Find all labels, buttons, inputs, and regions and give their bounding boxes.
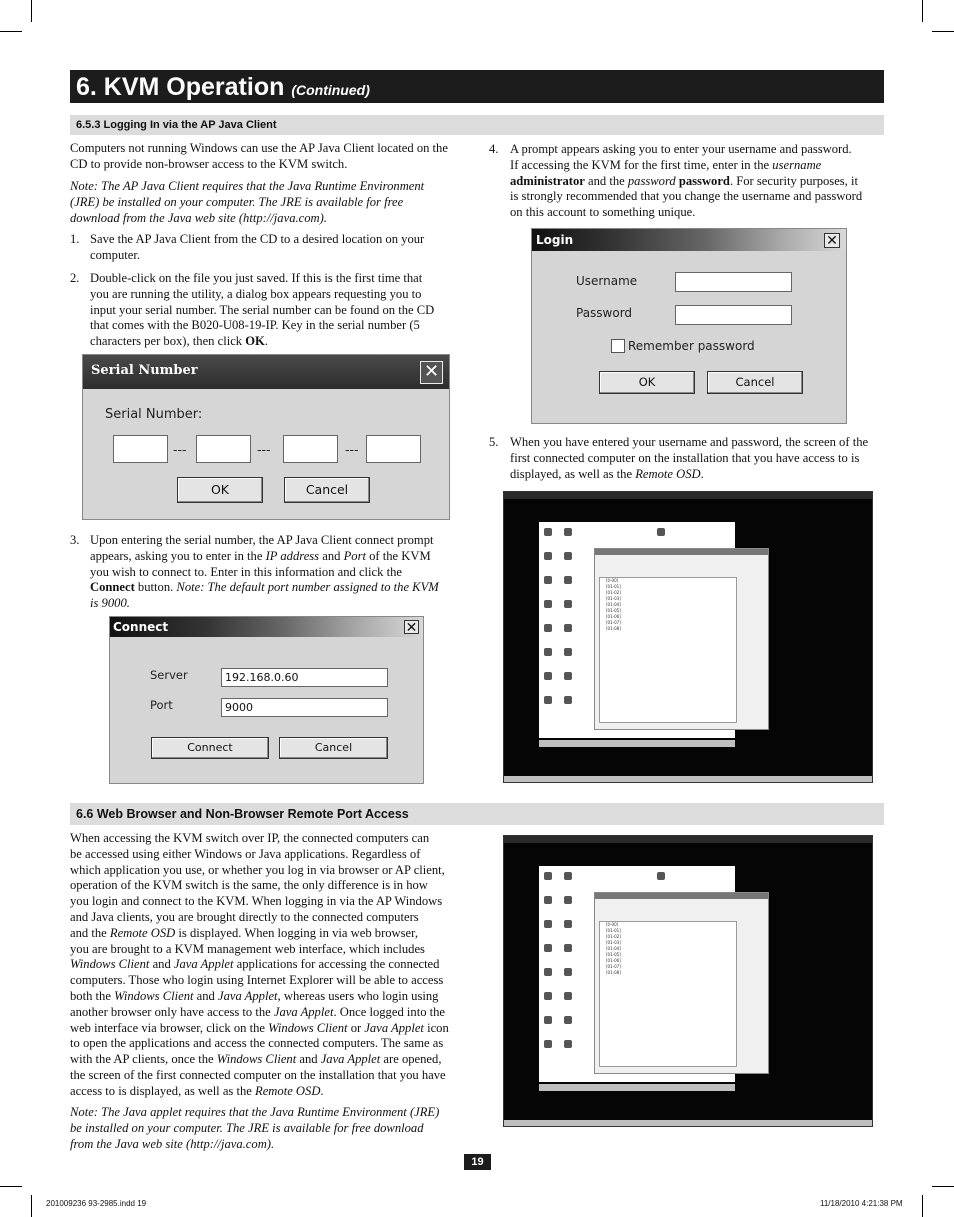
desktop-icon <box>564 1016 572 1024</box>
section-6-6-paragraph <box>70 831 480 1100</box>
desktop-icon <box>564 600 572 608</box>
close-icon[interactable]: ✕ <box>405 620 418 636</box>
desktop-icon <box>564 576 572 584</box>
paragraph-line: access to is displayed, as well as the Remote OSD. <box>70 1083 324 1098</box>
paragraph-line: with the AP clients, once the Windows Client and Java Applet are opened, <box>70 1052 442 1067</box>
desktop-icon <box>564 648 572 656</box>
osd-titlebar <box>595 549 768 555</box>
connect-button[interactable]: Connect <box>151 737 269 759</box>
step-2-text: Double-click on the file you just saved. If this is the first time that you are running the utility, a dialog box appears requesting you to input your serial number. The serial number can be found on the CD that comes with the B020-U08-19-IP. Key in the serial number (5 characters per box), then click OK. <box>90 271 435 349</box>
ok-button[interactable]: OK <box>599 371 695 394</box>
desktop-icon <box>544 968 552 976</box>
desktop-icon <box>564 1040 572 1048</box>
desktop-icon <box>544 576 552 584</box>
paragraph-line: web interface via browser, click on the Windows Client or Java Applet icon <box>70 1020 449 1035</box>
paragraph-line: and the Remote OSD is displayed. When logging in via web browser, <box>70 925 418 940</box>
desktop-icon <box>564 968 572 976</box>
dialog-title: Connect <box>113 620 169 634</box>
desktop-icon <box>544 648 552 656</box>
desktop-icon <box>564 896 572 904</box>
crop-mark <box>932 1186 954 1187</box>
paragraph-line: you are brought to a KVM management web interface, which includes <box>70 941 425 956</box>
cancel-button[interactable]: Cancel <box>284 477 370 503</box>
paragraph-line: the screen of the first connected computer on the installation that you have <box>70 1067 446 1082</box>
remote-desktop-area <box>539 522 735 738</box>
dialog-title: Login <box>536 233 574 247</box>
serial-separator: --- <box>173 442 187 457</box>
desktop-icon <box>564 528 572 536</box>
desktop-icon <box>544 552 552 560</box>
paragraph-line: both the Windows Client and Java Applet, whereas users who login using <box>70 988 439 1003</box>
desktop-icon <box>564 992 572 1000</box>
desktop-icon <box>564 672 572 680</box>
step-3-text: Upon entering the serial number, the AP Java Client connect prompt appears, asking you to enter in the IP address and Port of the KVM you wish to connect to. Enter in this information and click the Connect button. Note: The default port number assigned to the KVM is 9000. <box>90 533 439 611</box>
remote-desktop-screenshot <box>503 491 873 783</box>
footer-file-name: 201009236 93-2985.indd 19 <box>46 1199 147 1208</box>
crop-mark <box>31 1195 32 1217</box>
cancel-button[interactable]: Cancel <box>279 737 388 759</box>
remote-taskbar <box>539 1084 735 1091</box>
desktop-icon <box>544 944 552 952</box>
desktop-icon <box>564 624 572 632</box>
paragraph-line: computers. Those who login using Internet Explorer will be able to access <box>70 973 444 988</box>
dialog-titlebar <box>532 229 846 251</box>
server-input[interactable]: 192.168.0.60 <box>221 668 388 687</box>
osd-port-tree: [0-00] [01-01] [01-02] [01-03] [01-04] [01-05] [01-06] [01-07] [01-08] <box>599 921 737 1067</box>
desktop-icon <box>564 872 572 880</box>
remote-desktop-area <box>539 866 735 1082</box>
crop-mark <box>922 1195 923 1217</box>
paragraph-line: operation of the KVM switch is the same, the only difference is in how <box>70 878 428 893</box>
desktop-icon <box>544 992 552 1000</box>
ok-button[interactable]: OK <box>177 477 263 503</box>
desktop-icon <box>564 696 572 704</box>
crop-mark <box>0 1186 22 1187</box>
desktop-icon <box>544 920 552 928</box>
desktop-icon <box>564 944 572 952</box>
cancel-button[interactable]: Cancel <box>707 371 803 394</box>
footer-timestamp: 11/18/2010 4:21:38 PM <box>820 1199 903 1208</box>
crop-mark <box>932 31 954 32</box>
paragraph-line: When accessing the KVM switch over IP, the connected computers can <box>70 831 430 845</box>
login-dialog <box>531 228 847 424</box>
osd-titlebar <box>595 893 768 899</box>
username-label: Username <box>576 274 638 288</box>
dialog-title: Serial Number <box>91 363 198 378</box>
serial-separator: --- <box>257 442 271 457</box>
desktop-icon <box>544 1040 552 1048</box>
page-number: 19 <box>464 1154 491 1170</box>
crop-mark <box>0 31 22 32</box>
paragraph-line: Windows Client and Java Applet applications for accessing the connected <box>70 957 440 972</box>
page-header <box>70 70 884 103</box>
desktop-icon <box>544 896 552 904</box>
paragraph-line: be accessed using either Windows or Java applications. Regardless of <box>70 846 421 861</box>
desktop-icon <box>544 528 552 536</box>
step-5-text: When you have entered your username and password, the screen of the first connected computer on the installation that you have access to is displayed, as well as the Remote OSD. <box>510 435 869 481</box>
desktop-icon <box>564 552 572 560</box>
password-label: Password <box>576 306 633 320</box>
step-number: 3. <box>70 533 80 547</box>
step-4-text: A prompt appears asking you to enter your username and password. If accessing the KVM for the first time, enter in the username administrator and the password password. For security purposes, it is strongly recommended that you change the username and password on this account to something unique. <box>510 142 863 220</box>
desktop-icon <box>544 1016 552 1024</box>
port-input[interactable]: 9000 <box>221 698 388 717</box>
window-titlebar <box>504 836 872 843</box>
desktop-icon <box>544 672 552 680</box>
page-title: 6. KVM Operation (Continued) <box>76 73 370 101</box>
username-input[interactable] <box>675 272 792 292</box>
osd-window <box>594 548 769 730</box>
step-number: 4. <box>489 142 499 156</box>
serial-box-4[interactable] <box>366 435 421 463</box>
section-heading-6-6: 6.6 Web Browser and Non-Browser Remote Port Access <box>70 803 884 825</box>
desktop-icon <box>657 528 665 536</box>
desktop-icon <box>544 696 552 704</box>
paragraph-line: which application you use, or whether you log in via browser or AP client, <box>70 862 445 877</box>
jre-note: Note: The AP Java Client requires that the Java Runtime Environment (JRE) be installed on your computer. The JRE is available for free download from the Java web site (http://java.com). <box>70 179 425 225</box>
osd-window <box>594 892 769 1074</box>
step-number: 5. <box>489 435 499 449</box>
osd-port-tree: [0-00] [01-01] [01-02] [01-03] [01-04] [01-05] [01-06] [01-07] [01-08] <box>599 577 737 723</box>
desktop-icon <box>564 920 572 928</box>
window-titlebar <box>504 492 872 499</box>
paragraph-line: and Java clients, you are brought directly to the connected computers <box>70 909 419 924</box>
section-heading-6-5-3: 6.5.3 Logging In via the AP Java Client <box>70 115 884 135</box>
desktop-icon <box>544 872 552 880</box>
paragraph-line: you login and connect to the KVM. When logging in via the AP Windows <box>70 894 443 909</box>
serial-number-label: Serial Number: <box>105 407 203 422</box>
crop-mark <box>922 0 923 22</box>
step-number: 1. <box>70 232 80 246</box>
remote-desktop-screenshot <box>503 835 873 1127</box>
intro-paragraph: Computers not running Windows can use the AP Java Client located on the CD to provide non-browser access to the KVM switch. <box>70 141 448 171</box>
host-taskbar <box>504 776 872 783</box>
crop-mark <box>31 0 32 22</box>
connect-dialog <box>109 616 424 784</box>
port-label: Port <box>150 698 173 712</box>
paragraph-line: another browser only have access to the Java Applet. Once logged into the <box>70 1004 446 1019</box>
desktop-icon <box>544 624 552 632</box>
serial-separator: --- <box>345 442 359 457</box>
step-1-text: Save the AP Java Client from the CD to a desired location on your computer. <box>90 232 425 262</box>
remote-taskbar <box>539 740 735 747</box>
java-applet-note: Note: The Java applet requires that the Java Runtime Environment (JRE) be installed on your computer. The JRE is available for free download from the Java web site (http://java.com). <box>70 1105 440 1151</box>
password-input[interactable] <box>675 305 792 325</box>
remember-checkbox[interactable] <box>611 339 625 353</box>
paragraph-line: to open the applications and access the connected computers. The same as <box>70 1036 444 1051</box>
remember-label: Remember password <box>628 339 755 353</box>
server-label: Server <box>150 668 188 682</box>
serial-box-3[interactable] <box>283 435 338 463</box>
serial-box-1[interactable] <box>113 435 168 463</box>
serial-number-dialog <box>82 354 450 520</box>
host-taskbar <box>504 1120 872 1127</box>
close-icon[interactable]: ✕ <box>824 233 840 248</box>
desktop-icon <box>544 600 552 608</box>
step-number: 2. <box>70 271 80 285</box>
close-icon[interactable]: ✕ <box>420 361 443 384</box>
desktop-icon <box>657 872 665 880</box>
serial-box-2[interactable] <box>196 435 251 463</box>
